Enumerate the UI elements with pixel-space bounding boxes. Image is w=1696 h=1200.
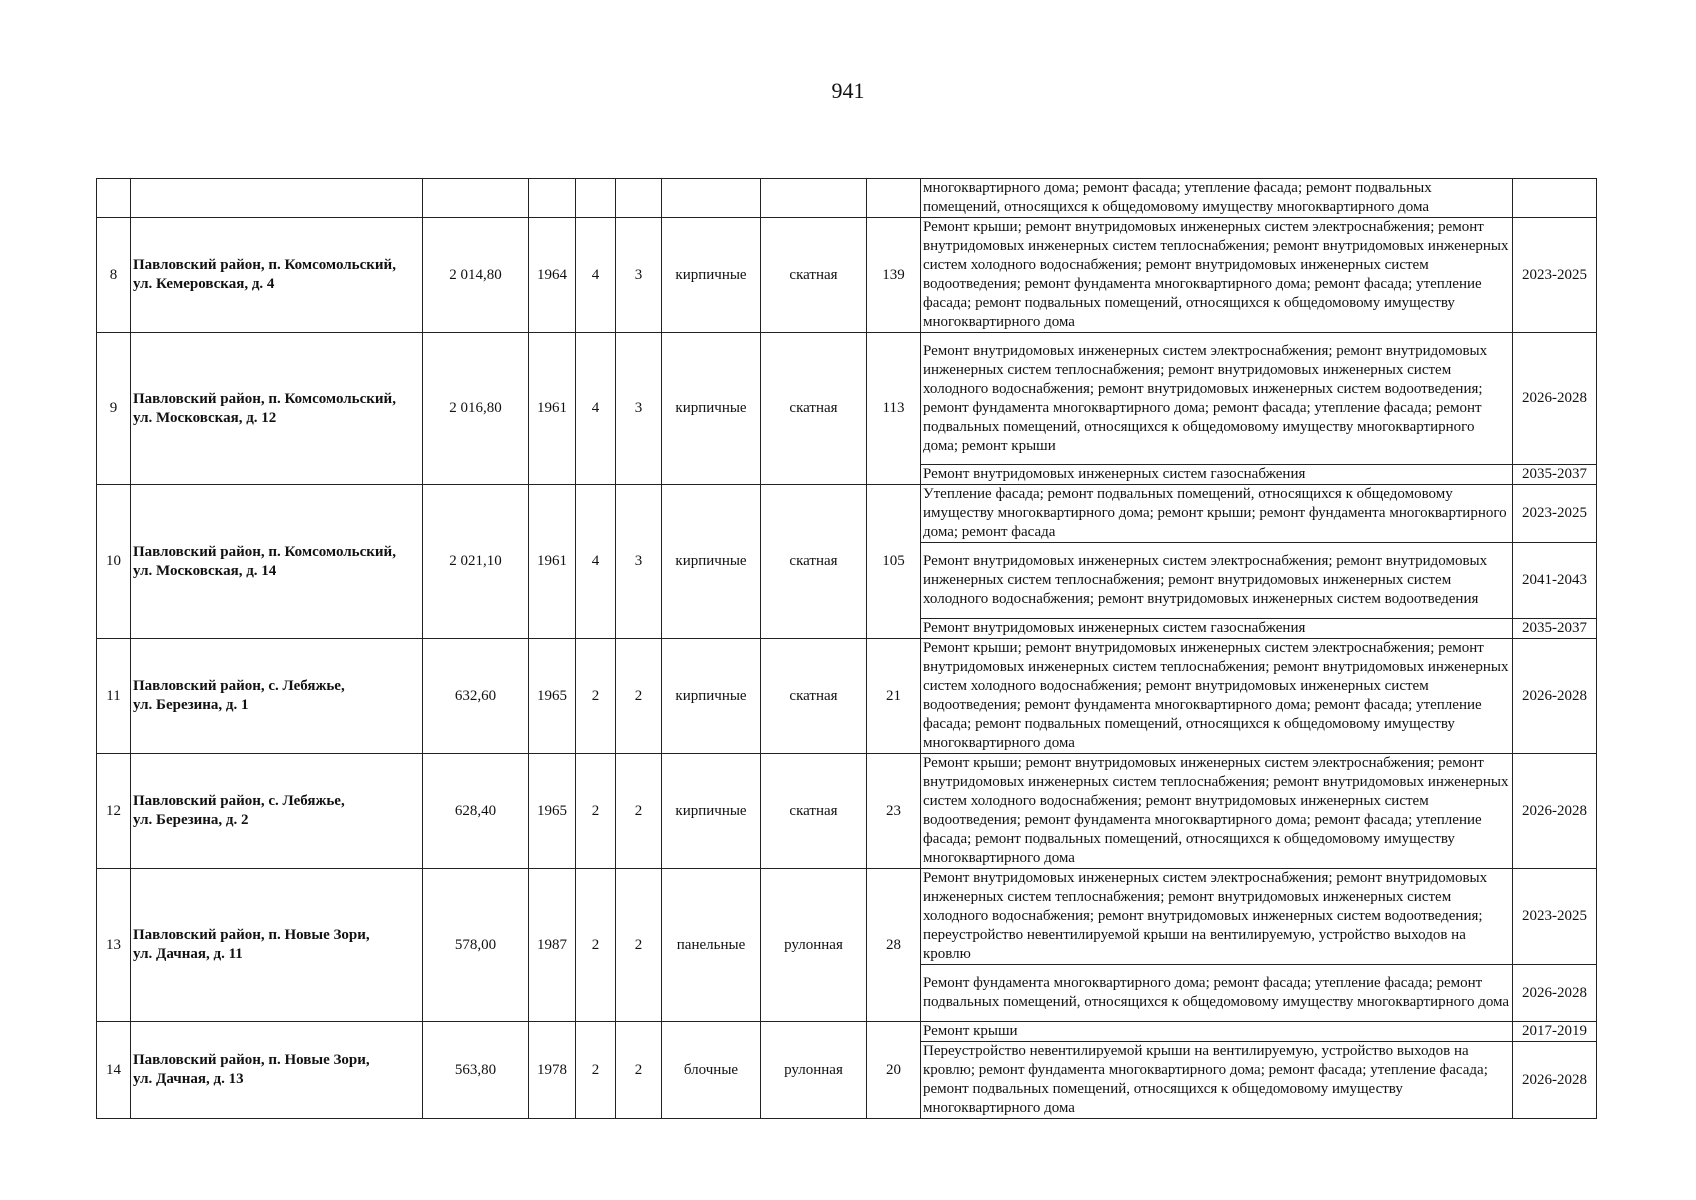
roof-cell: скатная — [761, 218, 867, 333]
address-line: ул. Березина, д. 1 — [133, 697, 249, 713]
empty-cell — [529, 179, 576, 218]
walls-cell: кирпичные — [662, 333, 761, 485]
entrances-cell: 3 — [616, 485, 662, 639]
residents-cell: 28 — [867, 869, 921, 1022]
address-line: Павловский район, п. Комсомольский, — [133, 543, 396, 560]
address-line: ул. Московская, д. 14 — [133, 562, 277, 579]
empty-cell — [867, 179, 921, 218]
address-cell — [131, 639, 423, 754]
residents-cell: 139 — [867, 218, 921, 333]
entrances-cell: 2 — [616, 639, 662, 754]
area-cell: 628,40 — [423, 754, 529, 869]
table-row — [97, 639, 1597, 754]
address-cell — [131, 754, 423, 869]
residents-cell: 105 — [867, 485, 921, 639]
works-cell: Ремонт крыши; ремонт внутридомовых инженерных систем электроснабжения; ремонт внутридомовых инженерных систем теплоснабжения; ремонт внутридомовых инженерных систем холодного водоснабжения; ремонт внутридомовых инженерных систем водоотведения; ремонт фундамента многоквартирного дома; ремонт фасада; утепление фасада; ремонт подвальных помещений, относящихся к общедомовому имуществу многоквартирного дома — [921, 218, 1513, 333]
roof-cell: скатная — [761, 333, 867, 485]
period-cell: 2035-2037 — [1513, 465, 1597, 485]
year-cell: 1965 — [529, 639, 576, 754]
address-cell — [131, 1022, 423, 1119]
residents-cell: 20 — [867, 1022, 921, 1119]
entrances-cell: 2 — [616, 754, 662, 869]
area-cell: 563,80 — [423, 1022, 529, 1119]
works-cell: Переустройство невентилируемой крыши на вентилируемую, устройство выходов на кровлю; ремонт фундамента многоквартирного дома; ремонт фасада; утепление фасада; ремонт подвальных помещений, относящихся к общедомовому имуществу многоквартирного дома — [921, 1042, 1513, 1119]
address-cell — [131, 333, 423, 485]
empty-cell — [761, 179, 867, 218]
walls-cell: блочные — [662, 1022, 761, 1119]
floors-cell: 2 — [576, 1022, 616, 1119]
walls-cell: кирпичные — [662, 485, 761, 639]
address-line: Павловский район, с. Лебяжье, — [133, 678, 345, 694]
table-body — [97, 179, 1597, 1119]
roof-cell: рулонная — [761, 1022, 867, 1119]
works-cell: Ремонт крыши — [921, 1022, 1513, 1042]
table-row — [97, 218, 1597, 333]
period-cell: 2023-2025 — [1513, 869, 1597, 965]
entrances-cell: 3 — [616, 218, 662, 333]
address-cell — [131, 485, 423, 639]
empty-cell — [576, 179, 616, 218]
table-row — [97, 333, 1597, 465]
year-cell: 1961 — [529, 333, 576, 485]
address-line: ул. Московская, д. 12 — [133, 409, 277, 426]
address-cell — [131, 869, 423, 1022]
empty-cell — [1513, 179, 1597, 218]
works-cell: Ремонт крыши; ремонт внутридомовых инженерных систем электроснабжения; ремонт внутридомовых инженерных систем теплоснабжения; ремонт внутридомовых инженерных систем холодного водоснабжения; ремонт внутридомовых инженерных систем водоотведения; ремонт фундамента многоквартирного дома; ремонт фасада; утепление фасада; ремонт подвальных помещений, относящихся к общедомовому имуществу многоквартирного дома — [921, 754, 1513, 869]
area-cell: 2 021,10 — [423, 485, 529, 639]
period-cell: 2026-2028 — [1513, 333, 1597, 465]
capital-repair-table — [96, 178, 1597, 1119]
year-cell: 1978 — [529, 1022, 576, 1119]
residents-cell: 21 — [867, 639, 921, 754]
area-cell: 632,60 — [423, 639, 529, 754]
year-cell: 1961 — [529, 485, 576, 639]
area-cell: 2 016,80 — [423, 333, 529, 485]
address-line: ул. Кемеровская, д. 4 — [133, 276, 275, 292]
floors-cell: 4 — [576, 485, 616, 639]
row-number: 11 — [97, 639, 131, 754]
entrances-cell: 3 — [616, 333, 662, 485]
residents-cell: 23 — [867, 754, 921, 869]
walls-cell: кирпичные — [662, 754, 761, 869]
table-row — [97, 1022, 1597, 1042]
floors-cell: 2 — [576, 639, 616, 754]
empty-cell — [662, 179, 761, 218]
empty-cell — [423, 179, 529, 218]
residents-cell: 113 — [867, 333, 921, 485]
address-line: ул. Дачная, д. 13 — [133, 1071, 244, 1087]
period-cell: 2026-2028 — [1513, 754, 1597, 869]
works-cell: Ремонт крыши; ремонт внутридомовых инженерных систем электроснабжения; ремонт внутридомовых инженерных систем теплоснабжения; ремонт внутридомовых инженерных систем холодного водоснабжения; ремонт внутридомовых инженерных систем водоотведения; ремонт фундамента многоквартирного дома; ремонт фасада; утепление фасада; ремонт подвальных помещений, относящихся к общедомовому имуществу многоквартирного дома — [921, 639, 1513, 754]
year-cell: 1964 — [529, 218, 576, 333]
works-cell: Ремонт фундамента многоквартирного дома; ремонт фасада; утепление фасада; ремонт подвальных помещений, относящихся к общедомовому имуществу многоквартирного дома — [921, 965, 1513, 1022]
floors-cell: 4 — [576, 333, 616, 485]
floors-cell: 2 — [576, 754, 616, 869]
walls-cell: панельные — [662, 869, 761, 1022]
roof-cell: скатная — [761, 639, 867, 754]
address-line: Павловский район, п. Комсомольский, — [133, 257, 396, 273]
area-cell: 578,00 — [423, 869, 529, 1022]
floors-cell: 2 — [576, 869, 616, 1022]
row-number: 12 — [97, 754, 131, 869]
address-cell — [131, 218, 423, 333]
works-cell: Ремонт внутридомовых инженерных систем электроснабжения; ремонт внутридомовых инженерных систем теплоснабжения; ремонт внутридомовых инженерных систем холодного водоснабжения; ремонт внутридомовых инженерных систем водоотведения — [921, 543, 1513, 619]
address-line: Павловский район, п. Комсомольский, — [133, 390, 396, 407]
walls-cell: кирпичные — [662, 218, 761, 333]
area-cell: 2 014,80 — [423, 218, 529, 333]
row-number: 9 — [97, 333, 131, 485]
period-cell: 2017-2019 — [1513, 1022, 1597, 1042]
floors-cell: 4 — [576, 218, 616, 333]
works-cell: Утепление фасада; ремонт подвальных помещений, относящихся к общедомовому имуществу многоквартирного дома; ремонт крыши; ремонт фундамента многоквартирного дома; ремонт фасада — [921, 485, 1513, 543]
empty-cell — [131, 179, 423, 218]
empty-cell — [616, 179, 662, 218]
entrances-cell: 2 — [616, 1022, 662, 1119]
table-row — [97, 869, 1597, 965]
works-cell: Ремонт внутридомовых инженерных систем электроснабжения; ремонт внутридомовых инженерных систем теплоснабжения; ремонт внутридомовых инженерных систем холодного водоснабжения; ремонт внутридомовых инженерных систем водоотведения; переустройство невентилируемой крыши на вентилируемую, устройство выходов на кровлю — [921, 869, 1513, 965]
address-line: ул. Дачная, д. 11 — [133, 946, 243, 962]
period-cell: 2023-2025 — [1513, 485, 1597, 543]
row-number: 10 — [97, 485, 131, 639]
entrances-cell: 2 — [616, 869, 662, 1022]
walls-cell: кирпичные — [662, 639, 761, 754]
roof-cell: скатная — [761, 485, 867, 639]
period-cell: 2023-2025 — [1513, 218, 1597, 333]
address-line: Павловский район, с. Лебяжье, — [133, 793, 345, 809]
works-cell: Ремонт внутридомовых инженерных систем электроснабжения; ремонт внутридомовых инженерных систем теплоснабжения; ремонт внутридомовых инженерных систем холодного водоснабжения; ремонт внутридомовых инженерных систем водоотведения; ремонт фундамента многоквартирного дома; ремонт фасада; утепление фасада; ремонт подвальных помещений, относящихся к общедомовому имуществу многоквартирного дома; ремонт крыши — [921, 333, 1513, 465]
page-number: 941 — [831, 78, 865, 103]
row-number: 13 — [97, 869, 131, 1022]
year-cell: 1965 — [529, 754, 576, 869]
table-row — [97, 485, 1597, 543]
period-cell: 2035-2037 — [1513, 619, 1597, 639]
table-row — [97, 754, 1597, 869]
address-line: Павловский район, п. Новые Зори, — [133, 927, 370, 943]
address-line: Павловский район, п. Новые Зори, — [133, 1052, 370, 1068]
row-number: 14 — [97, 1022, 131, 1119]
year-cell: 1987 — [529, 869, 576, 1022]
roof-cell: скатная — [761, 754, 867, 869]
empty-cell — [97, 179, 131, 218]
works-cell: Ремонт внутридомовых инженерных систем газоснабжения — [921, 619, 1513, 639]
roof-cell: рулонная — [761, 869, 867, 1022]
row-number: 8 — [97, 218, 131, 333]
period-cell: 2041-2043 — [1513, 543, 1597, 619]
period-cell: 2026-2028 — [1513, 639, 1597, 754]
continuation-row — [97, 179, 1597, 218]
period-cell: 2026-2028 — [1513, 965, 1597, 1022]
works-cell: Ремонт внутридомовых инженерных систем газоснабжения — [921, 465, 1513, 485]
period-cell: 2026-2028 — [1513, 1042, 1597, 1119]
works-cell: многоквартирного дома; ремонт фасада; утепление фасада; ремонт подвальных помещений, относящихся к общедомовому имуществу многоквартирного дома — [921, 179, 1513, 218]
address-line: ул. Березина, д. 2 — [133, 812, 249, 828]
